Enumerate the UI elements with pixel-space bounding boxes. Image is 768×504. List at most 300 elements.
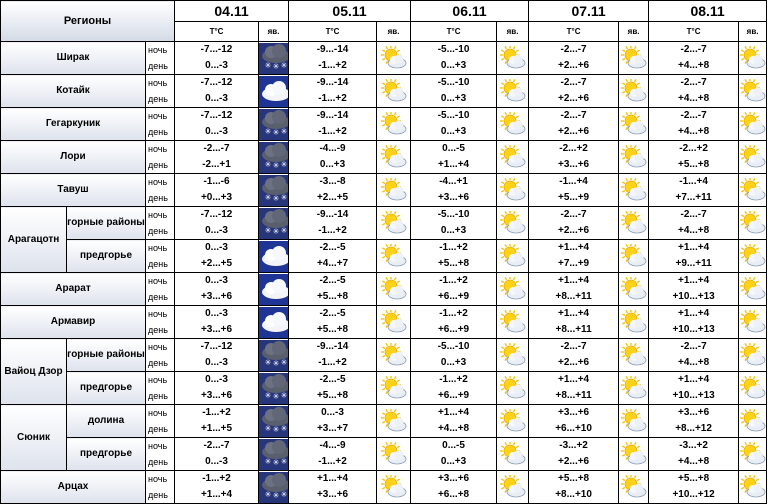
- day-temperature: -1...+2: [318, 93, 347, 104]
- night-temperature: -2...-7: [680, 110, 707, 121]
- night-label: ночь: [148, 177, 168, 187]
- day-temperature: 0...+3: [440, 225, 467, 236]
- sun-with-cloud-icon: [620, 277, 648, 301]
- temperature-cell: [175, 207, 259, 240]
- weather-icon-cell: [619, 207, 649, 240]
- night-temperature: -2...+2: [559, 143, 588, 154]
- night-label: ночь: [148, 243, 168, 253]
- temperature-cell: [411, 141, 497, 174]
- day-temperature: +10...+13: [672, 390, 715, 401]
- region-name: Арцах: [1, 471, 146, 504]
- night-temperature: -3...+2: [679, 440, 708, 451]
- night-label: ночь: [148, 111, 168, 121]
- day-temperature: -1...+2: [318, 357, 347, 368]
- night-temperature: +1...+4: [678, 242, 710, 253]
- day-temperature: +5...+8: [437, 258, 470, 269]
- night-temperature: -9...-14: [316, 341, 349, 352]
- weather-icon-cell: [497, 207, 529, 240]
- temperature-cell: [289, 339, 377, 372]
- day-temperature: +6...+9: [437, 291, 470, 302]
- weather-icon-cell: [497, 438, 529, 471]
- temperature-cell: [175, 240, 259, 273]
- sun-with-cloud-icon: [620, 112, 648, 136]
- night-temperature: 0...-3: [205, 275, 228, 286]
- weather-icon-cell: [619, 438, 649, 471]
- forecast-row: [1, 108, 767, 141]
- night-day-labels: [146, 174, 175, 207]
- day-temperature: +3...+6: [200, 324, 233, 335]
- weather-icon-cell: [377, 240, 411, 273]
- day-temperature: +4...+8: [678, 357, 710, 368]
- night-temperature: 0...-5: [442, 143, 465, 154]
- day-temperature: +2...+6: [557, 225, 590, 236]
- temperature-cell: [529, 174, 619, 207]
- weather-icon-cell: [497, 42, 529, 75]
- svg-text:✳: ✳: [280, 489, 288, 499]
- night-label: ночь: [148, 309, 168, 319]
- temperature-cell: [649, 75, 739, 108]
- temperature-cell: [175, 75, 259, 108]
- night-temperature: -3...-8: [319, 176, 346, 187]
- day-label: день: [148, 259, 168, 269]
- forecast-row: [1, 339, 767, 372]
- temperature-cell: [289, 306, 377, 339]
- weather-icon-cell: [377, 405, 411, 438]
- region-name: Вайоц Дзор: [1, 339, 67, 405]
- phenomena-column-header: яв.: [259, 21, 289, 42]
- sun-with-cloud-icon: [499, 310, 527, 334]
- temperature-cell: [649, 438, 739, 471]
- night-temperature: -2...-7: [560, 209, 587, 220]
- night-temperature: -5...-10: [437, 209, 470, 220]
- night-temperature: +1...+4: [557, 242, 590, 253]
- sun-with-cloud-icon: [620, 343, 648, 367]
- temperature-cell: [529, 438, 619, 471]
- day-temperature: 0...+3: [440, 126, 467, 137]
- svg-text:✳: ✳: [272, 127, 280, 137]
- day-temperature: 0...+3: [440, 60, 467, 71]
- weather-icon-cell: [497, 240, 529, 273]
- day-label: день: [148, 160, 168, 170]
- sun-with-cloud-icon: [620, 79, 648, 103]
- weather-icon-cell: [259, 471, 289, 504]
- region-name: Арагацотн: [1, 207, 67, 273]
- weather-icon-cell: [259, 405, 289, 438]
- snow-cloud-icon: [259, 175, 289, 206]
- temperature-cell: [411, 42, 497, 75]
- temperature-cell: [289, 174, 377, 207]
- temperature-cell: [289, 108, 377, 141]
- night-temperature: +5...+8: [557, 473, 590, 484]
- day-temperature: +3...+6: [200, 390, 233, 401]
- night-temperature: -3...+2: [559, 440, 588, 451]
- svg-text:✳: ✳: [264, 192, 272, 202]
- temperature-cell: [411, 471, 497, 504]
- cloud-icon: [259, 274, 289, 305]
- forecast-row: [1, 75, 767, 108]
- night-temperature: -2...-7: [560, 44, 587, 55]
- day-temperature: +1...+5: [200, 423, 233, 434]
- svg-text:✳: ✳: [264, 126, 272, 136]
- night-temperature: +1...+4: [316, 473, 349, 484]
- day-temperature: +7...+9: [557, 258, 590, 269]
- sun-with-cloud-icon: [620, 409, 648, 433]
- weather-icon-cell: [259, 438, 289, 471]
- day-temperature: +5...+9: [557, 192, 590, 203]
- weather-icon-cell: [739, 108, 767, 141]
- weather-icon-cell: [739, 207, 767, 240]
- temperature-cell: [529, 273, 619, 306]
- day-temperature: +1...+4: [200, 489, 233, 500]
- weather-icon-cell: [497, 108, 529, 141]
- night-label: ночь: [148, 210, 168, 220]
- day-temperature: +2...+5: [200, 258, 233, 269]
- night-day-labels: [146, 108, 175, 141]
- temperature-cell: [529, 207, 619, 240]
- sun-with-cloud-icon: [739, 46, 767, 70]
- day-temperature: 0...+3: [319, 159, 346, 170]
- temperature-cell: [411, 372, 497, 405]
- day-temperature: 0...-3: [205, 60, 228, 71]
- night-temperature: -5...-10: [437, 341, 470, 352]
- temperature-cell: [411, 174, 497, 207]
- sun-with-cloud-icon: [380, 112, 408, 136]
- temperature-cell: [649, 405, 739, 438]
- temperature-cell: [649, 273, 739, 306]
- sun-with-cloud-icon: [620, 376, 648, 400]
- forecast-row: [1, 438, 767, 471]
- night-day-labels: [146, 273, 175, 306]
- temperature-cell: [411, 339, 497, 372]
- day-label: день: [148, 193, 168, 203]
- sun-with-cloud-icon: [620, 46, 648, 70]
- day-temperature: +8...+11: [555, 291, 592, 302]
- svg-text:✳: ✳: [264, 390, 272, 400]
- weather-icon-cell: [619, 405, 649, 438]
- night-temperature: -1...+2: [439, 242, 468, 253]
- sun-with-cloud-icon: [739, 343, 767, 367]
- weather-icon-cell: [619, 42, 649, 75]
- forecast-row: [1, 306, 767, 339]
- temperature-cell: [289, 207, 377, 240]
- sun-with-cloud-icon: [739, 475, 767, 499]
- weather-icon-cell: [497, 339, 529, 372]
- sun-with-cloud-icon: [380, 244, 408, 268]
- day-temperature: +4...+8: [678, 456, 710, 467]
- night-temperature: +1...+4: [557, 308, 590, 319]
- day-temperature: +3...+6: [316, 489, 349, 500]
- temperature-cell: [649, 207, 739, 240]
- sun-with-cloud-icon: [380, 145, 408, 169]
- region-name: Арарат: [1, 273, 146, 306]
- day-temperature: 0...-3: [205, 357, 228, 368]
- weather-icon-cell: [377, 273, 411, 306]
- svg-text:✳: ✳: [280, 225, 288, 235]
- snow-cloud-icon: [259, 109, 289, 140]
- night-temperature: -9...-14: [316, 110, 349, 121]
- weather-icon-cell: [377, 141, 411, 174]
- night-temperature: 0...-3: [205, 308, 228, 319]
- sun-with-cloud-icon: [739, 442, 767, 466]
- night-temperature: -2...-7: [680, 209, 707, 220]
- temperature-cell: [175, 108, 259, 141]
- night-temperature: +1...+4: [437, 407, 470, 418]
- weather-icon-cell: [497, 405, 529, 438]
- night-day-labels: [146, 372, 175, 405]
- weather-icon-cell: [377, 42, 411, 75]
- weather-icon-cell: [619, 372, 649, 405]
- night-temperature: -1...+4: [559, 176, 588, 187]
- night-label: ночь: [148, 474, 168, 484]
- weather-icon-cell: [619, 273, 649, 306]
- night-temperature: 0...-3: [321, 407, 344, 418]
- svg-text:✳: ✳: [272, 457, 280, 467]
- region-name: Лори: [1, 141, 146, 174]
- night-day-labels: [146, 42, 175, 75]
- snow-cloud-icon: [259, 373, 289, 404]
- night-temperature: -1...+4: [679, 176, 708, 187]
- day-temperature: +4...+7: [316, 258, 349, 269]
- temperature-cell: [649, 174, 739, 207]
- night-temperature: -5...-10: [437, 110, 470, 121]
- svg-text:✳: ✳: [280, 60, 288, 70]
- night-temperature: -7...-12: [200, 341, 233, 352]
- temperature-cell: [175, 405, 259, 438]
- day-temperature: +2...+6: [557, 93, 590, 104]
- temp-column-header: T°C: [411, 21, 497, 42]
- sun-with-cloud-icon: [620, 442, 648, 466]
- sun-with-cloud-icon: [499, 475, 527, 499]
- temperature-cell: [649, 108, 739, 141]
- sun-with-cloud-icon: [499, 211, 527, 235]
- temperature-cell: [175, 273, 259, 306]
- temperature-cell: [529, 405, 619, 438]
- temperature-cell: [649, 42, 739, 75]
- night-temperature: -1...+2: [202, 407, 231, 418]
- temperature-cell: [175, 438, 259, 471]
- weather-icon-cell: [739, 339, 767, 372]
- cloud-icon: [259, 241, 289, 272]
- weather-icon-cell: [259, 339, 289, 372]
- day-temperature: +5...+8: [316, 324, 349, 335]
- weather-icon-cell: [739, 405, 767, 438]
- weather-icon-cell: [739, 75, 767, 108]
- night-temperature: -1...+2: [439, 275, 468, 286]
- sun-with-cloud-icon: [739, 244, 767, 268]
- temperature-cell: [289, 240, 377, 273]
- night-day-labels: [146, 339, 175, 372]
- night-temperature: +1...+4: [678, 275, 710, 286]
- sun-with-cloud-icon: [380, 409, 408, 433]
- day-temperature: +3...+7: [316, 423, 349, 434]
- weather-icon-cell: [259, 75, 289, 108]
- temperature-cell: [289, 471, 377, 504]
- night-temperature: -2...-7: [680, 44, 707, 55]
- day-temperature: -1...+2: [318, 456, 347, 467]
- day-temperature: +10...+13: [672, 291, 715, 302]
- weather-icon-cell: [377, 438, 411, 471]
- temperature-cell: [289, 273, 377, 306]
- night-temperature: -2...-7: [560, 110, 587, 121]
- temperature-cell: [289, 405, 377, 438]
- sun-with-cloud-icon: [739, 211, 767, 235]
- forecast-row: [1, 207, 767, 240]
- day-temperature: -1...+2: [318, 60, 347, 71]
- sun-with-cloud-icon: [499, 277, 527, 301]
- temperature-cell: [175, 306, 259, 339]
- sun-with-cloud-icon: [739, 376, 767, 400]
- temperature-cell: [529, 141, 619, 174]
- day-temperature: +10...+13: [672, 324, 715, 335]
- night-temperature: +3...+6: [678, 407, 710, 418]
- snow-cloud-icon: [259, 472, 289, 503]
- snow-cloud-icon: [259, 439, 289, 470]
- day-temperature: +4...+8: [678, 225, 710, 236]
- weather-icon-cell: [377, 306, 411, 339]
- weather-icon-cell: [739, 438, 767, 471]
- temp-column-header: T°C: [289, 21, 377, 42]
- sun-with-cloud-icon: [739, 112, 767, 136]
- day-temperature: +2...+6: [557, 456, 590, 467]
- temperature-cell: [289, 141, 377, 174]
- snow-cloud-icon: [259, 406, 289, 437]
- night-temperature: -9...-14: [316, 209, 349, 220]
- night-temperature: +1...+4: [678, 308, 710, 319]
- day-label: день: [148, 325, 168, 335]
- night-temperature: -2...-5: [319, 374, 346, 385]
- weather-icon-cell: [377, 108, 411, 141]
- sun-with-cloud-icon: [380, 178, 408, 202]
- temperature-cell: [649, 141, 739, 174]
- night-day-labels: [146, 75, 175, 108]
- phenomena-column-header: яв.: [377, 21, 411, 42]
- svg-text:✳: ✳: [280, 192, 288, 202]
- date-header-row: [1, 1, 767, 22]
- night-temperature: -7...-12: [200, 77, 233, 88]
- night-temperature: -2...-5: [319, 242, 346, 253]
- date-header: 06.11: [411, 1, 529, 22]
- day-label: день: [148, 292, 168, 302]
- night-temperature: -7...-12: [200, 44, 233, 55]
- night-temperature: -2...-7: [680, 77, 707, 88]
- temperature-cell: [649, 306, 739, 339]
- weather-icon-cell: [619, 174, 649, 207]
- temp-column-header: T°C: [649, 21, 739, 42]
- svg-text:✳: ✳: [264, 357, 272, 367]
- forecast-row: [1, 141, 767, 174]
- weather-icon-cell: [377, 372, 411, 405]
- day-temperature: +8...+11: [555, 324, 592, 335]
- sun-with-cloud-icon: [499, 376, 527, 400]
- day-temperature: +4...+8: [678, 60, 710, 71]
- svg-text:✳: ✳: [272, 193, 280, 203]
- temperature-cell: [529, 372, 619, 405]
- forecast-row: [1, 405, 767, 438]
- night-label: ночь: [148, 276, 168, 286]
- night-temperature: -7...-12: [200, 209, 233, 220]
- subregion-name: горные районы: [67, 207, 146, 240]
- date-header: 07.11: [529, 1, 649, 22]
- day-temperature: -1...+2: [318, 225, 347, 236]
- region-name: Котайк: [1, 75, 146, 108]
- sun-with-cloud-icon: [380, 277, 408, 301]
- temperature-cell: [175, 372, 259, 405]
- night-temperature: -1...-6: [203, 176, 230, 187]
- temperature-cell: [529, 339, 619, 372]
- region-name: Гегаркуник: [1, 108, 146, 141]
- weather-icon-cell: [739, 471, 767, 504]
- weather-icon-cell: [259, 306, 289, 339]
- night-day-labels: [146, 306, 175, 339]
- svg-text:✳: ✳: [280, 126, 288, 136]
- weather-icon-cell: [619, 240, 649, 273]
- subregion-name: предгорье: [67, 438, 146, 471]
- forecast-row: [1, 471, 767, 504]
- day-label: день: [148, 490, 168, 500]
- night-day-labels: [146, 438, 175, 471]
- weather-icon-cell: [497, 273, 529, 306]
- night-temperature: +1...+4: [557, 275, 590, 286]
- day-label: день: [148, 94, 168, 104]
- svg-text:✳: ✳: [264, 456, 272, 466]
- day-temperature: 0...+3: [440, 357, 467, 368]
- night-temperature: -1...+2: [439, 374, 468, 385]
- temperature-cell: [411, 240, 497, 273]
- night-temperature: -9...-14: [316, 44, 349, 55]
- temperature-cell: [411, 207, 497, 240]
- night-temperature: +5...+8: [678, 473, 710, 484]
- weather-icon-cell: [739, 174, 767, 207]
- day-temperature: -2...+1: [202, 159, 231, 170]
- night-temperature: -1...+2: [202, 473, 231, 484]
- night-label: ночь: [148, 441, 168, 451]
- svg-text:✳: ✳: [272, 490, 280, 500]
- sun-with-cloud-icon: [499, 46, 527, 70]
- svg-text:✳: ✳: [280, 423, 288, 433]
- night-temperature: -2...-7: [560, 341, 587, 352]
- night-temperature: +3...+6: [437, 473, 470, 484]
- day-temperature: +4...+8: [678, 93, 710, 104]
- phenomena-column-header: яв.: [619, 21, 649, 42]
- day-temperature: +2...+6: [557, 357, 590, 368]
- night-day-labels: [146, 141, 175, 174]
- day-temperature: +8...+10: [555, 489, 592, 500]
- day-temperature: +2...+5: [316, 192, 349, 203]
- sun-with-cloud-icon: [620, 244, 648, 268]
- temperature-cell: [529, 108, 619, 141]
- day-temperature: +0...+3: [200, 192, 233, 203]
- weather-icon-cell: [259, 372, 289, 405]
- weather-icon-cell: [497, 471, 529, 504]
- svg-text:✳: ✳: [264, 60, 272, 70]
- temperature-cell: [411, 75, 497, 108]
- subregion-name: долина: [67, 405, 146, 438]
- night-temperature: -9...-14: [316, 77, 349, 88]
- night-temperature: +1...+4: [678, 374, 710, 385]
- sun-with-cloud-icon: [739, 145, 767, 169]
- day-temperature: +6...+9: [437, 324, 470, 335]
- day-label: день: [148, 424, 168, 434]
- day-label: день: [148, 391, 168, 401]
- forecast-row: [1, 372, 767, 405]
- sun-with-cloud-icon: [620, 211, 648, 235]
- temperature-cell: [529, 306, 619, 339]
- sun-with-cloud-icon: [499, 343, 527, 367]
- temperature-cell: [529, 471, 619, 504]
- night-label: ночь: [148, 408, 168, 418]
- temperature-cell: [649, 339, 739, 372]
- svg-text:✳: ✳: [272, 61, 280, 71]
